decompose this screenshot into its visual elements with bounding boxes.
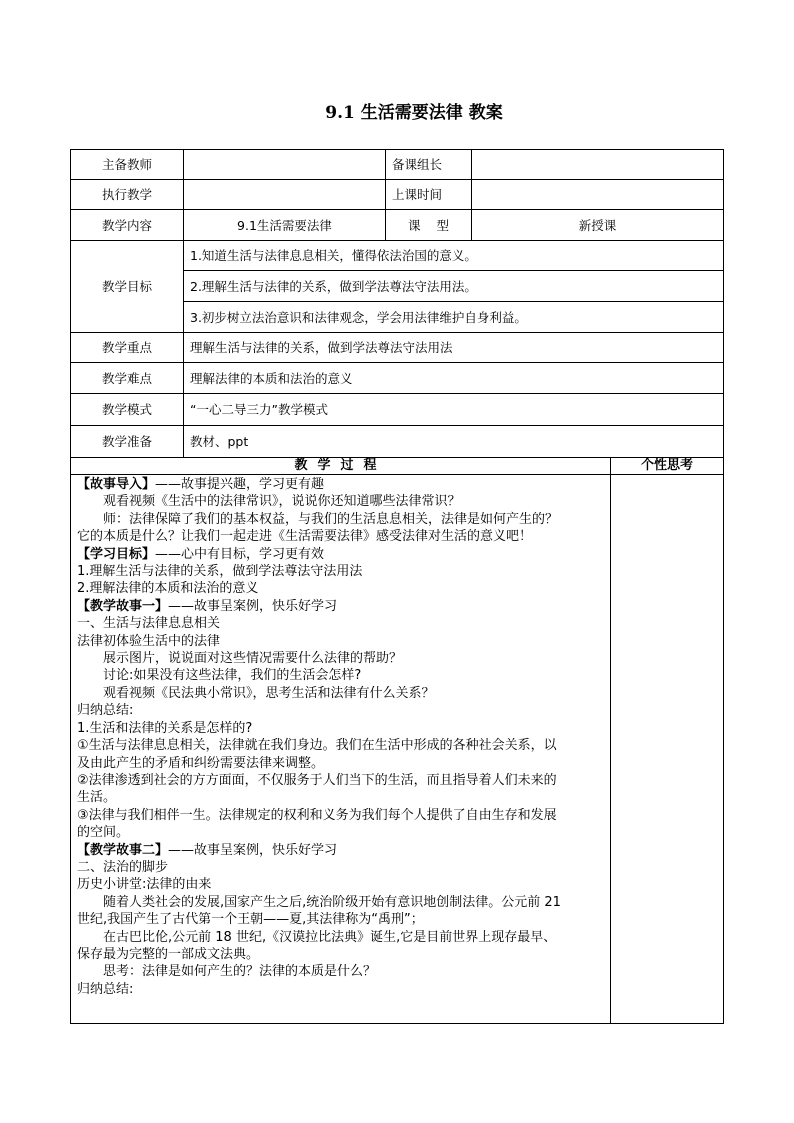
reflection-cell	[611, 475, 724, 1024]
group-leader-label: 备课组长	[386, 150, 472, 180]
process-line: 观看视频《民法典小常识》，思考生活和法律有什么关系？	[103, 685, 435, 701]
section-heading: 【教学故事二】	[77, 842, 169, 858]
lesson-info-table	[70, 149, 724, 458]
section-heading: 【教学故事一】	[77, 598, 169, 614]
process-line: 世纪,我国产生了古代第一个王朝——夏,其法律称为“禹刑”；	[77, 912, 424, 928]
key-point-label: 教学重点	[71, 333, 184, 363]
process-line: 讨论:如果没有这些法律，我们的生活会怎样?	[103, 668, 362, 684]
process-line: 保存最为完整的一部成文法典。	[77, 946, 260, 962]
process-line: ②法律渗透到社会的方方面面，不仅服务于人们当下的生活，而且指导着人们未来的	[77, 772, 557, 788]
process-content	[71, 475, 610, 1023]
section-heading: 【故事导入】	[77, 477, 156, 492]
process-line: 在古巴比伦,公元前 18 世纪,《汉谟拉比法典》诞生,它是目前世界上现存最早、	[103, 929, 557, 945]
difficult-point-label: 教学难点	[71, 363, 184, 394]
type-value: 新授课	[472, 210, 724, 241]
process-line: 一、生活与法律息息相关	[77, 616, 221, 632]
process-line	[77, 476, 606, 493]
difficult-point-value: 理解法律的本质和法治的意义	[184, 363, 724, 394]
process-line: 生活。	[77, 790, 117, 806]
process-header: 教学过程	[71, 458, 611, 475]
page-title: 9.1 生活需要法律 教案	[325, 103, 503, 123]
teaching-process-table	[70, 457, 724, 1024]
process-line: 随着人类社会的发展,国家产生之后,统治阶级开始有意识地创制法律。公元前 21	[103, 894, 561, 910]
process-line: 1.理解生活与法律的关系，做到学法尊法守法用法	[77, 564, 363, 580]
content-value: 9.1生活需要法律	[184, 210, 386, 241]
process-line: ③法律与我们相伴一生。法律规定的权利和义务为我们每个人提供了自由生存和发展	[77, 807, 557, 823]
section-heading: 【学习目标】	[77, 546, 156, 562]
process-line: 二、法治的脚步	[77, 859, 169, 875]
process-line: 历史小讲堂:法律的由来	[77, 877, 212, 893]
process-content-cell	[71, 475, 611, 1024]
process-line: 师：法律保障了我们的基本权益，与我们的生活息息相关，法律是如何产生的？	[103, 511, 559, 527]
class-time-label: 上课时间	[386, 180, 472, 210]
section-heading-rest: ——故事提兴趣，学习更有趣	[155, 477, 325, 492]
process-line: 及由此产生的矛盾和纠纷需要法律来调整。	[77, 755, 325, 771]
section-heading-rest: ——故事呈案例，快乐好学习	[168, 842, 338, 858]
goal-item: 3.初步树立法治意识和法律观念，学会用法律维护自身利益。	[184, 302, 724, 333]
section-heading-rest: ——故事呈案例，快乐好学习	[168, 598, 338, 614]
key-point-value: 理解生活与法律的关系，做到学法尊法守法用法	[184, 333, 724, 363]
content-label: 教学内容	[71, 210, 184, 241]
process-line: 思考：法律是如何产生的？法律的本质是什么？	[103, 964, 377, 980]
process-line: 归纳总结:	[77, 981, 134, 997]
goals-label: 教学目标	[71, 241, 184, 333]
process-line: 归纳总结:	[77, 703, 134, 719]
lead-teacher-value	[184, 150, 386, 180]
executor-value	[184, 180, 386, 210]
process-line	[77, 546, 606, 563]
process-line	[77, 842, 606, 859]
process-line: 的空间。	[77, 825, 130, 841]
goal-item: 2.理解生活与法律的关系，做到学法尊法守法用法。	[184, 271, 724, 302]
teaching-mode-label: 教学模式	[71, 394, 184, 426]
process-line: 展示图片，说说面对这些情况需要什么法律的帮助？	[103, 651, 403, 667]
preparation-value: 教材、ppt	[184, 426, 724, 458]
reflection-header: 个性思考	[611, 458, 724, 475]
process-line	[77, 598, 606, 615]
section-heading-rest: ——心中有目标，学习更有效	[155, 546, 325, 562]
process-line: 观看视频《生活中的法律常识》，说说你还知道哪些法律常识？	[103, 494, 461, 510]
executor-label: 执行教学	[71, 180, 184, 210]
lead-teacher-label: 主备教师	[71, 150, 184, 180]
process-line: ①生活与法律息息相关，法律就在我们身边。我们在生活中形成的各种社会关系，以	[77, 738, 557, 754]
process-line: 2.理解法律的本质和法治的意义	[77, 581, 259, 597]
goal-item: 1.知道生活与法律息息相关，懂得依法治国的意义。	[184, 241, 724, 271]
class-time-value	[472, 180, 724, 210]
preparation-label: 教学准备	[71, 426, 184, 458]
process-line: 1.生活和法律的关系是怎样的?	[77, 720, 253, 736]
teaching-mode-value: “一心二导三力”教学模式	[184, 394, 724, 426]
type-label: 课 型	[386, 210, 472, 241]
group-leader-value	[472, 150, 724, 180]
process-line: 它的本质是什么？让我们一起走进《生活需要法律》感受法律对生活的意义吧！	[77, 529, 533, 545]
process-line: 法律初体验生活中的法律	[77, 633, 221, 649]
